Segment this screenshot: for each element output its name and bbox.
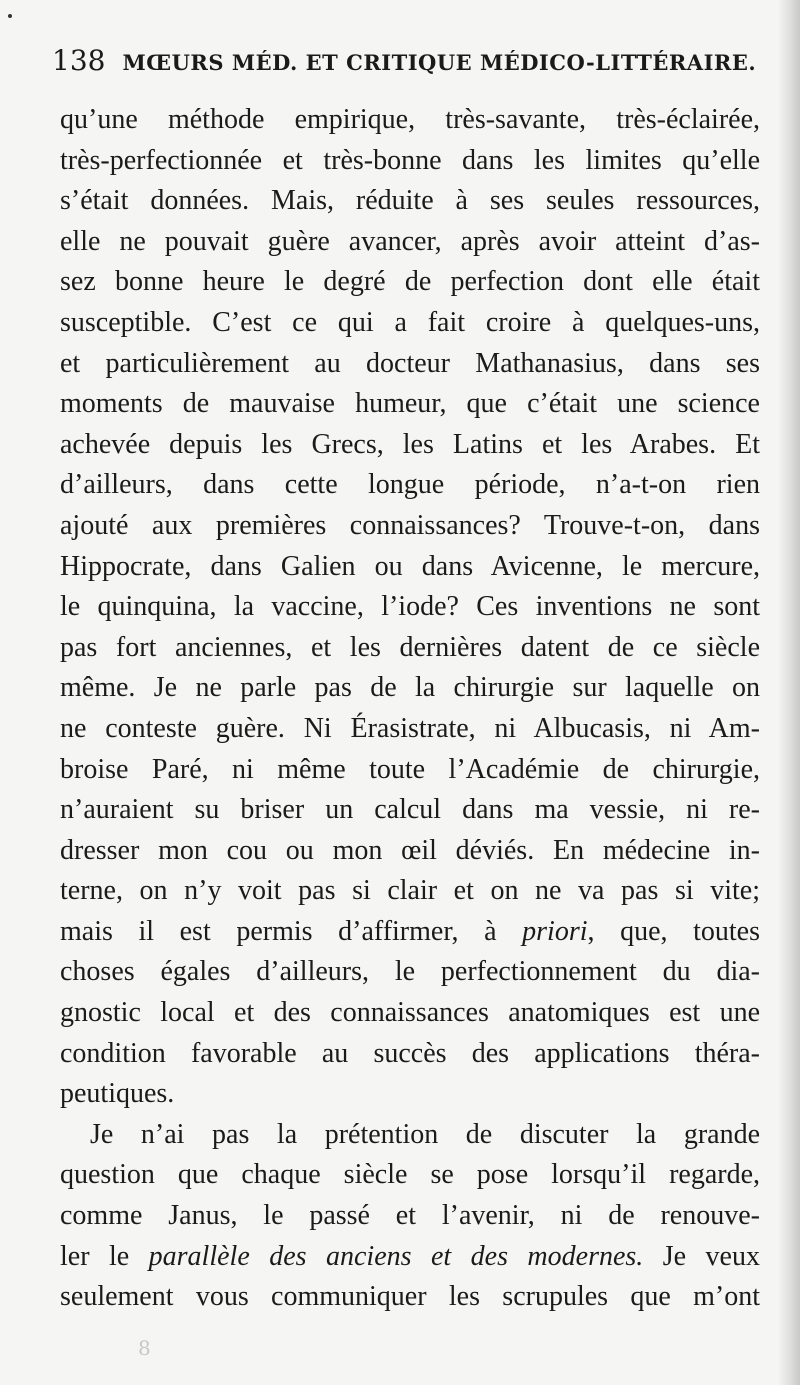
page-edge-shadow bbox=[778, 0, 800, 1385]
text-segment: , que, toutes bbox=[587, 915, 760, 947]
text-line: elle ne pouvait guère avancer, après avoir atteint d’as- bbox=[60, 225, 760, 257]
text-line: susceptible. C’est ce qui a fait croire à quelques-uns, bbox=[60, 306, 760, 338]
text-line: comme Janus, le passé et l’avenir, ni de renouve- bbox=[60, 1200, 760, 1232]
speck-mark bbox=[8, 14, 12, 18]
text-line: seulement vous communiquer les scrupules que m’ont bbox=[60, 1281, 760, 1313]
text-line: choses égales d’ailleurs, le perfectionnement du dia- bbox=[60, 956, 760, 988]
text-line: condition favorable au succès des applications théra- bbox=[60, 1037, 760, 1069]
text-line: très-perfectionnée et très-bonne dans les limites qu’elle bbox=[60, 144, 760, 176]
text-line: terne, on n’y voit pas si clair et on ne va pas si vite; bbox=[60, 875, 760, 907]
text-line-italic-mixed bbox=[60, 1237, 760, 1278]
text-line: pas fort anciennes, et les dernières datent de ce siècle bbox=[60, 631, 760, 663]
text-line: moments de mauvaise humeur, que c’était une science bbox=[60, 388, 760, 420]
text-line: dresser mon cou ou mon œil déviés. En médecine in- bbox=[60, 834, 760, 866]
text-segment: ler le bbox=[60, 1240, 149, 1272]
text-line: le quinquina, la vaccine, l’iode? Ces inventions ne sont bbox=[60, 591, 760, 623]
text-line: question que chaque siècle se pose lorsqu’il regarde, bbox=[60, 1159, 760, 1191]
text-line: qu’une méthode empirique, très-savante, très-éclairée, bbox=[60, 104, 760, 135]
text-line: Hippocrate, dans Galien ou dans Avicenne, le mercure, bbox=[60, 550, 760, 582]
italic-text: priori bbox=[522, 915, 588, 947]
italic-text: parallèle des anciens et des modernes. bbox=[148, 1240, 644, 1272]
text-line-italic-mixed bbox=[60, 912, 760, 953]
text-line: n’auraient su briser un calcul dans ma vessie, ni re- bbox=[60, 794, 760, 826]
text-segment: Je veux bbox=[643, 1240, 760, 1272]
running-head: MŒURS MÉD. ET CRITIQUE MÉDICO-LITTÉRAIRE. bbox=[122, 50, 757, 75]
text-segment: mais il est permis d’affirmer, à bbox=[60, 915, 523, 947]
text-line: ajouté aux premières connaissances? Trouve-t-on, dans bbox=[60, 509, 760, 541]
paragraph-last-line: peutiques. bbox=[60, 1078, 175, 1110]
text-line: s’était données. Mais, réduite à ses seules ressources, bbox=[60, 185, 760, 217]
text-line: même. Je ne parle pas de la chirurgie sur laquelle on bbox=[60, 672, 760, 704]
text-line: ne conteste guère. Ni Érasistrate, ni Albucasis, ni Am- bbox=[60, 712, 760, 744]
text-line: broise Paré, ni même toute l’Académie de chirurgie, bbox=[60, 753, 760, 785]
text-line: achevée depuis les Grecs, les Latins et les Arabes. Et bbox=[60, 428, 760, 460]
faint-footer-mark: 8 bbox=[138, 1336, 151, 1360]
text-line: et particulièrement au docteur Mathanasius, dans ses bbox=[60, 347, 760, 379]
text-line: gnostic local et des connaissances anatomiques est une bbox=[60, 997, 760, 1029]
paragraph-first-line: Je n’ai pas la prétention de discuter la grande bbox=[90, 1118, 760, 1150]
body-text bbox=[60, 100, 760, 1318]
page-header bbox=[52, 44, 762, 77]
text-line: d’ailleurs, dans cette longue période, n’a-t-on rien bbox=[60, 469, 760, 501]
text-line: sez bonne heure le degré de perfection dont elle était bbox=[60, 266, 760, 298]
page-number: 138 bbox=[52, 44, 106, 77]
